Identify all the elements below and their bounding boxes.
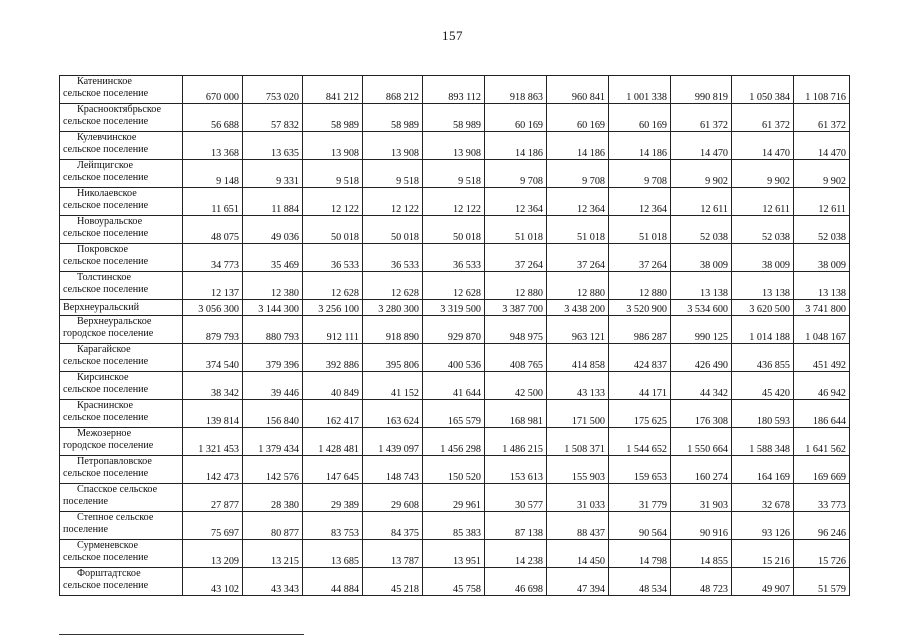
value-cell: 9 902 bbox=[671, 160, 732, 188]
value-cell: 31 033 bbox=[547, 484, 609, 512]
value-cell: 50 018 bbox=[303, 216, 363, 244]
row-name-line2: сельское поселение bbox=[63, 411, 149, 423]
row-name-cell bbox=[60, 540, 183, 568]
row-name-line1: Спасское сельское bbox=[77, 484, 158, 495]
value-cell: 80 877 bbox=[243, 512, 303, 540]
value-cell: 841 212 bbox=[303, 76, 363, 104]
row-name-cell bbox=[60, 300, 183, 316]
value-cell: 61 372 bbox=[671, 104, 732, 132]
value-cell: 918 863 bbox=[485, 76, 547, 104]
value-cell: 12 611 bbox=[794, 188, 850, 216]
value-cell: 12 880 bbox=[609, 272, 671, 300]
value-cell: 12 137 bbox=[183, 272, 243, 300]
value-cell: 41 644 bbox=[423, 372, 485, 400]
value-cell: 88 437 bbox=[547, 512, 609, 540]
value-cell: 38 009 bbox=[671, 244, 732, 272]
value-cell: 171 500 bbox=[547, 400, 609, 428]
value-cell: 868 212 bbox=[363, 76, 423, 104]
value-cell: 12 880 bbox=[485, 272, 547, 300]
row-name-cell bbox=[60, 484, 183, 512]
value-cell: 176 308 bbox=[671, 400, 732, 428]
value-cell: 12 611 bbox=[671, 188, 732, 216]
row-name-line1: Межозерное bbox=[77, 428, 132, 439]
value-cell: 12 364 bbox=[547, 188, 609, 216]
table-row bbox=[60, 316, 850, 344]
value-cell: 48 723 bbox=[671, 568, 732, 596]
value-cell: 52 038 bbox=[671, 216, 732, 244]
value-cell: 13 209 bbox=[183, 540, 243, 568]
value-cell: 15 216 bbox=[732, 540, 794, 568]
row-name-cell bbox=[60, 160, 183, 188]
value-cell: 948 975 bbox=[485, 316, 547, 344]
value-cell: 38 009 bbox=[794, 244, 850, 272]
table-row bbox=[60, 372, 850, 400]
value-cell: 13 138 bbox=[794, 272, 850, 300]
row-name-line2: сельское поселение bbox=[63, 467, 149, 479]
value-cell: 180 593 bbox=[732, 400, 794, 428]
value-cell: 36 533 bbox=[423, 244, 485, 272]
value-cell: 880 793 bbox=[243, 316, 303, 344]
row-name-line1: Николаевское bbox=[77, 188, 137, 199]
value-cell: 1 050 384 bbox=[732, 76, 794, 104]
value-cell: 1 544 652 bbox=[609, 428, 671, 456]
value-cell: 912 111 bbox=[303, 316, 363, 344]
value-cell: 9 902 bbox=[732, 160, 794, 188]
value-cell: 96 246 bbox=[794, 512, 850, 540]
row-name-line1: Краснинское bbox=[77, 400, 133, 411]
row-name-cell bbox=[60, 216, 183, 244]
value-cell: 51 018 bbox=[547, 216, 609, 244]
row-name-line2: сельское поселение bbox=[63, 355, 149, 367]
row-name-line1: Катенинское bbox=[77, 76, 132, 87]
value-cell: 13 368 bbox=[183, 132, 243, 160]
value-cell: 14 186 bbox=[485, 132, 547, 160]
value-cell: 12 122 bbox=[423, 188, 485, 216]
value-cell: 14 470 bbox=[794, 132, 850, 160]
table-row bbox=[60, 484, 850, 512]
value-cell: 139 814 bbox=[183, 400, 243, 428]
value-cell: 15 726 bbox=[794, 540, 850, 568]
table-row bbox=[60, 400, 850, 428]
value-cell: 14 450 bbox=[547, 540, 609, 568]
footnote-separator bbox=[59, 634, 304, 635]
value-cell: 3 056 300 bbox=[183, 300, 243, 316]
value-cell: 14 238 bbox=[485, 540, 547, 568]
value-cell: 159 653 bbox=[609, 456, 671, 484]
value-cell: 12 364 bbox=[609, 188, 671, 216]
data-table bbox=[59, 75, 850, 596]
table-body bbox=[60, 76, 850, 596]
value-cell: 12 380 bbox=[243, 272, 303, 300]
value-cell: 9 518 bbox=[363, 160, 423, 188]
row-name-line2: сельское поселение bbox=[63, 115, 149, 127]
value-cell: 392 886 bbox=[303, 344, 363, 372]
value-cell: 14 798 bbox=[609, 540, 671, 568]
value-cell: 58 989 bbox=[423, 104, 485, 132]
value-cell: 156 840 bbox=[243, 400, 303, 428]
value-cell: 169 669 bbox=[794, 456, 850, 484]
value-cell: 9 902 bbox=[794, 160, 850, 188]
value-cell: 13 635 bbox=[243, 132, 303, 160]
value-cell: 52 038 bbox=[794, 216, 850, 244]
row-name-line2: поселение bbox=[63, 523, 108, 535]
value-cell: 986 287 bbox=[609, 316, 671, 344]
value-cell: 1 379 434 bbox=[243, 428, 303, 456]
value-cell: 1 439 097 bbox=[363, 428, 423, 456]
value-cell: 9 708 bbox=[609, 160, 671, 188]
value-cell: 31 903 bbox=[671, 484, 732, 512]
value-cell: 31 779 bbox=[609, 484, 671, 512]
value-cell: 879 793 bbox=[183, 316, 243, 344]
value-cell: 3 741 800 bbox=[794, 300, 850, 316]
value-cell: 164 169 bbox=[732, 456, 794, 484]
value-cell: 424 837 bbox=[609, 344, 671, 372]
value-cell: 963 121 bbox=[547, 316, 609, 344]
value-cell: 12 628 bbox=[363, 272, 423, 300]
value-cell: 918 890 bbox=[363, 316, 423, 344]
value-cell: 48 075 bbox=[183, 216, 243, 244]
value-cell: 395 806 bbox=[363, 344, 423, 372]
row-name-line2: сельское поселение bbox=[63, 87, 149, 99]
value-cell: 753 020 bbox=[243, 76, 303, 104]
table-row bbox=[60, 428, 850, 456]
row-name-cell bbox=[60, 132, 183, 160]
value-cell: 929 870 bbox=[423, 316, 485, 344]
value-cell: 44 342 bbox=[671, 372, 732, 400]
value-cell: 426 490 bbox=[671, 344, 732, 372]
row-name-cell bbox=[60, 428, 183, 456]
value-cell: 83 753 bbox=[303, 512, 363, 540]
value-cell: 165 579 bbox=[423, 400, 485, 428]
table-row bbox=[60, 540, 850, 568]
table-row bbox=[60, 344, 850, 372]
table-row bbox=[60, 132, 850, 160]
value-cell: 13 908 bbox=[363, 132, 423, 160]
value-cell: 57 832 bbox=[243, 104, 303, 132]
value-cell: 12 122 bbox=[363, 188, 423, 216]
row-name-cell bbox=[60, 316, 183, 344]
row-name-line1: Толстинское bbox=[77, 272, 132, 283]
value-cell: 414 858 bbox=[547, 344, 609, 372]
row-name-cell bbox=[60, 512, 183, 540]
value-cell: 374 540 bbox=[183, 344, 243, 372]
value-cell: 13 138 bbox=[671, 272, 732, 300]
row-name-line2: сельское поселение bbox=[63, 551, 149, 563]
row-name-cell bbox=[60, 104, 183, 132]
value-cell: 45 758 bbox=[423, 568, 485, 596]
value-cell: 990 125 bbox=[671, 316, 732, 344]
value-cell: 142 576 bbox=[243, 456, 303, 484]
table-row bbox=[60, 216, 850, 244]
value-cell: 29 961 bbox=[423, 484, 485, 512]
value-cell: 3 620 500 bbox=[732, 300, 794, 316]
value-cell: 175 625 bbox=[609, 400, 671, 428]
value-cell: 51 018 bbox=[609, 216, 671, 244]
value-cell: 34 773 bbox=[183, 244, 243, 272]
value-cell: 28 380 bbox=[243, 484, 303, 512]
value-cell: 84 375 bbox=[363, 512, 423, 540]
value-cell: 56 688 bbox=[183, 104, 243, 132]
table-row bbox=[60, 568, 850, 596]
row-name-line1: Краснооктябрьское bbox=[77, 104, 162, 115]
value-cell: 379 396 bbox=[243, 344, 303, 372]
value-cell: 3 319 500 bbox=[423, 300, 485, 316]
value-cell: 29 389 bbox=[303, 484, 363, 512]
value-cell: 52 038 bbox=[732, 216, 794, 244]
row-name-line2: сельское поселение bbox=[63, 199, 149, 211]
value-cell: 36 533 bbox=[303, 244, 363, 272]
value-cell: 960 841 bbox=[547, 76, 609, 104]
value-cell: 60 169 bbox=[485, 104, 547, 132]
value-cell: 75 697 bbox=[183, 512, 243, 540]
value-cell: 93 126 bbox=[732, 512, 794, 540]
value-cell: 168 981 bbox=[485, 400, 547, 428]
value-cell: 150 520 bbox=[423, 456, 485, 484]
table-row bbox=[60, 104, 850, 132]
row-name-line2: городское поселение bbox=[63, 439, 154, 451]
value-cell: 47 394 bbox=[547, 568, 609, 596]
value-cell: 43 102 bbox=[183, 568, 243, 596]
value-cell: 153 613 bbox=[485, 456, 547, 484]
row-name-line2: сельское поселение bbox=[63, 143, 149, 155]
value-cell: 38 342 bbox=[183, 372, 243, 400]
value-cell: 32 678 bbox=[732, 484, 794, 512]
value-cell: 14 470 bbox=[732, 132, 794, 160]
value-cell: 893 112 bbox=[423, 76, 485, 104]
value-cell: 1 321 453 bbox=[183, 428, 243, 456]
row-name-line1: Кирсинское bbox=[77, 372, 129, 383]
value-cell: 33 773 bbox=[794, 484, 850, 512]
value-cell: 3 280 300 bbox=[363, 300, 423, 316]
value-cell: 1 428 481 bbox=[303, 428, 363, 456]
value-cell: 142 473 bbox=[183, 456, 243, 484]
value-cell: 12 628 bbox=[423, 272, 485, 300]
value-cell: 1 550 664 bbox=[671, 428, 732, 456]
value-cell: 27 877 bbox=[183, 484, 243, 512]
value-cell: 12 364 bbox=[485, 188, 547, 216]
row-name-line1: Степное сельское bbox=[77, 512, 154, 523]
row-name-line1: Карагайское bbox=[77, 344, 131, 355]
value-cell: 46 698 bbox=[485, 568, 547, 596]
value-cell: 44 884 bbox=[303, 568, 363, 596]
value-cell: 13 685 bbox=[303, 540, 363, 568]
value-cell: 58 989 bbox=[303, 104, 363, 132]
value-cell: 36 533 bbox=[363, 244, 423, 272]
value-cell: 13 908 bbox=[423, 132, 485, 160]
value-cell: 1 456 298 bbox=[423, 428, 485, 456]
value-cell: 14 855 bbox=[671, 540, 732, 568]
row-name-line1: Верхнеуральское bbox=[77, 316, 152, 327]
value-cell: 9 518 bbox=[303, 160, 363, 188]
value-cell: 14 186 bbox=[547, 132, 609, 160]
value-cell: 43 343 bbox=[243, 568, 303, 596]
value-cell: 37 264 bbox=[547, 244, 609, 272]
value-cell: 13 951 bbox=[423, 540, 485, 568]
value-cell: 1 641 562 bbox=[794, 428, 850, 456]
value-cell: 9 518 bbox=[423, 160, 485, 188]
page-number: 157 bbox=[442, 28, 463, 43]
row-name-cell bbox=[60, 244, 183, 272]
value-cell: 37 264 bbox=[485, 244, 547, 272]
value-cell: 1 508 371 bbox=[547, 428, 609, 456]
value-cell: 51 018 bbox=[485, 216, 547, 244]
value-cell: 61 372 bbox=[732, 104, 794, 132]
value-cell: 29 608 bbox=[363, 484, 423, 512]
value-cell: 1 486 215 bbox=[485, 428, 547, 456]
value-cell: 451 492 bbox=[794, 344, 850, 372]
value-cell: 1 108 716 bbox=[794, 76, 850, 104]
value-cell: 13 908 bbox=[303, 132, 363, 160]
row-name-cell bbox=[60, 372, 183, 400]
value-cell: 11 651 bbox=[183, 188, 243, 216]
value-cell: 160 274 bbox=[671, 456, 732, 484]
table-row bbox=[60, 244, 850, 272]
value-cell: 42 500 bbox=[485, 372, 547, 400]
value-cell: 12 880 bbox=[547, 272, 609, 300]
row-name-cell bbox=[60, 568, 183, 596]
row-name-line2: сельское поселение bbox=[63, 383, 149, 395]
value-cell: 41 152 bbox=[363, 372, 423, 400]
value-cell: 3 534 600 bbox=[671, 300, 732, 316]
value-cell: 9 708 bbox=[485, 160, 547, 188]
row-name-line1: Покровское bbox=[77, 244, 129, 255]
table-row bbox=[60, 300, 850, 316]
row-name-line2: сельское поселение bbox=[63, 227, 149, 239]
value-cell: 60 169 bbox=[609, 104, 671, 132]
value-cell: 186 644 bbox=[794, 400, 850, 428]
value-cell: 45 218 bbox=[363, 568, 423, 596]
value-cell: 148 743 bbox=[363, 456, 423, 484]
value-cell: 1 001 338 bbox=[609, 76, 671, 104]
value-cell: 12 611 bbox=[732, 188, 794, 216]
value-cell: 3 256 100 bbox=[303, 300, 363, 316]
value-cell: 43 133 bbox=[547, 372, 609, 400]
value-cell: 45 420 bbox=[732, 372, 794, 400]
row-name-cell bbox=[60, 344, 183, 372]
row-name-line1: Лейпцигское bbox=[77, 160, 134, 171]
value-cell: 990 819 bbox=[671, 76, 732, 104]
value-cell: 3 520 900 bbox=[609, 300, 671, 316]
row-name-line1: Новоуральское bbox=[77, 216, 143, 227]
value-cell: 14 470 bbox=[671, 132, 732, 160]
value-cell: 90 916 bbox=[671, 512, 732, 540]
value-cell: 1 048 167 bbox=[794, 316, 850, 344]
row-name-line2: сельское поселение bbox=[63, 579, 149, 591]
value-cell: 50 018 bbox=[423, 216, 485, 244]
value-cell: 49 907 bbox=[732, 568, 794, 596]
value-cell: 163 624 bbox=[363, 400, 423, 428]
value-cell: 12 122 bbox=[303, 188, 363, 216]
value-cell: 155 903 bbox=[547, 456, 609, 484]
row-name-cell bbox=[60, 456, 183, 484]
value-cell: 46 942 bbox=[794, 372, 850, 400]
value-cell: 147 645 bbox=[303, 456, 363, 484]
value-cell: 400 536 bbox=[423, 344, 485, 372]
value-cell: 162 417 bbox=[303, 400, 363, 428]
value-cell: 14 186 bbox=[609, 132, 671, 160]
value-cell: 51 579 bbox=[794, 568, 850, 596]
table-row bbox=[60, 160, 850, 188]
value-cell: 85 383 bbox=[423, 512, 485, 540]
value-cell: 60 169 bbox=[547, 104, 609, 132]
table-row bbox=[60, 188, 850, 216]
value-cell: 30 577 bbox=[485, 484, 547, 512]
value-cell: 11 884 bbox=[243, 188, 303, 216]
value-cell: 9 148 bbox=[183, 160, 243, 188]
value-cell: 38 009 bbox=[732, 244, 794, 272]
row-name-cell bbox=[60, 400, 183, 428]
value-cell: 408 765 bbox=[485, 344, 547, 372]
value-cell: 90 564 bbox=[609, 512, 671, 540]
value-cell: 3 144 300 bbox=[243, 300, 303, 316]
row-name-cell bbox=[60, 188, 183, 216]
table-row bbox=[60, 512, 850, 540]
value-cell: 3 438 200 bbox=[547, 300, 609, 316]
value-cell: 3 387 700 bbox=[485, 300, 547, 316]
value-cell: 35 469 bbox=[243, 244, 303, 272]
value-cell: 9 708 bbox=[547, 160, 609, 188]
value-cell: 39 446 bbox=[243, 372, 303, 400]
value-cell: 1 588 348 bbox=[732, 428, 794, 456]
value-cell: 13 787 bbox=[363, 540, 423, 568]
row-name-line1: Петропавловское bbox=[77, 456, 152, 467]
row-name-line2: сельское поселение bbox=[63, 283, 149, 295]
value-cell: 44 171 bbox=[609, 372, 671, 400]
row-name-line2: поселение bbox=[63, 495, 108, 507]
value-cell: 13 138 bbox=[732, 272, 794, 300]
table-row bbox=[60, 76, 850, 104]
row-name-cell bbox=[60, 272, 183, 300]
table-row bbox=[60, 456, 850, 484]
value-cell: 58 989 bbox=[363, 104, 423, 132]
value-cell: 50 018 bbox=[363, 216, 423, 244]
value-cell: 1 014 188 bbox=[732, 316, 794, 344]
value-cell: 61 372 bbox=[794, 104, 850, 132]
row-name-line2: сельское поселение bbox=[63, 255, 149, 267]
value-cell: 40 849 bbox=[303, 372, 363, 400]
row-name-line1: Форштадтское bbox=[77, 568, 141, 579]
row-name-line2: сельское поселение bbox=[63, 171, 149, 183]
value-cell: 12 628 bbox=[303, 272, 363, 300]
row-name-line1: Сурменевское bbox=[77, 540, 138, 551]
row-name-line1: Кулевчинское bbox=[77, 132, 137, 143]
value-cell: 670 000 bbox=[183, 76, 243, 104]
table-row bbox=[60, 272, 850, 300]
value-cell: 13 215 bbox=[243, 540, 303, 568]
row-name-line2: Верхнеуральский bbox=[63, 301, 140, 313]
value-cell: 48 534 bbox=[609, 568, 671, 596]
row-name-cell bbox=[60, 76, 183, 104]
value-cell: 436 855 bbox=[732, 344, 794, 372]
row-name-line2: городское поселение bbox=[63, 327, 154, 339]
value-cell: 49 036 bbox=[243, 216, 303, 244]
value-cell: 87 138 bbox=[485, 512, 547, 540]
value-cell: 9 331 bbox=[243, 160, 303, 188]
value-cell: 37 264 bbox=[609, 244, 671, 272]
